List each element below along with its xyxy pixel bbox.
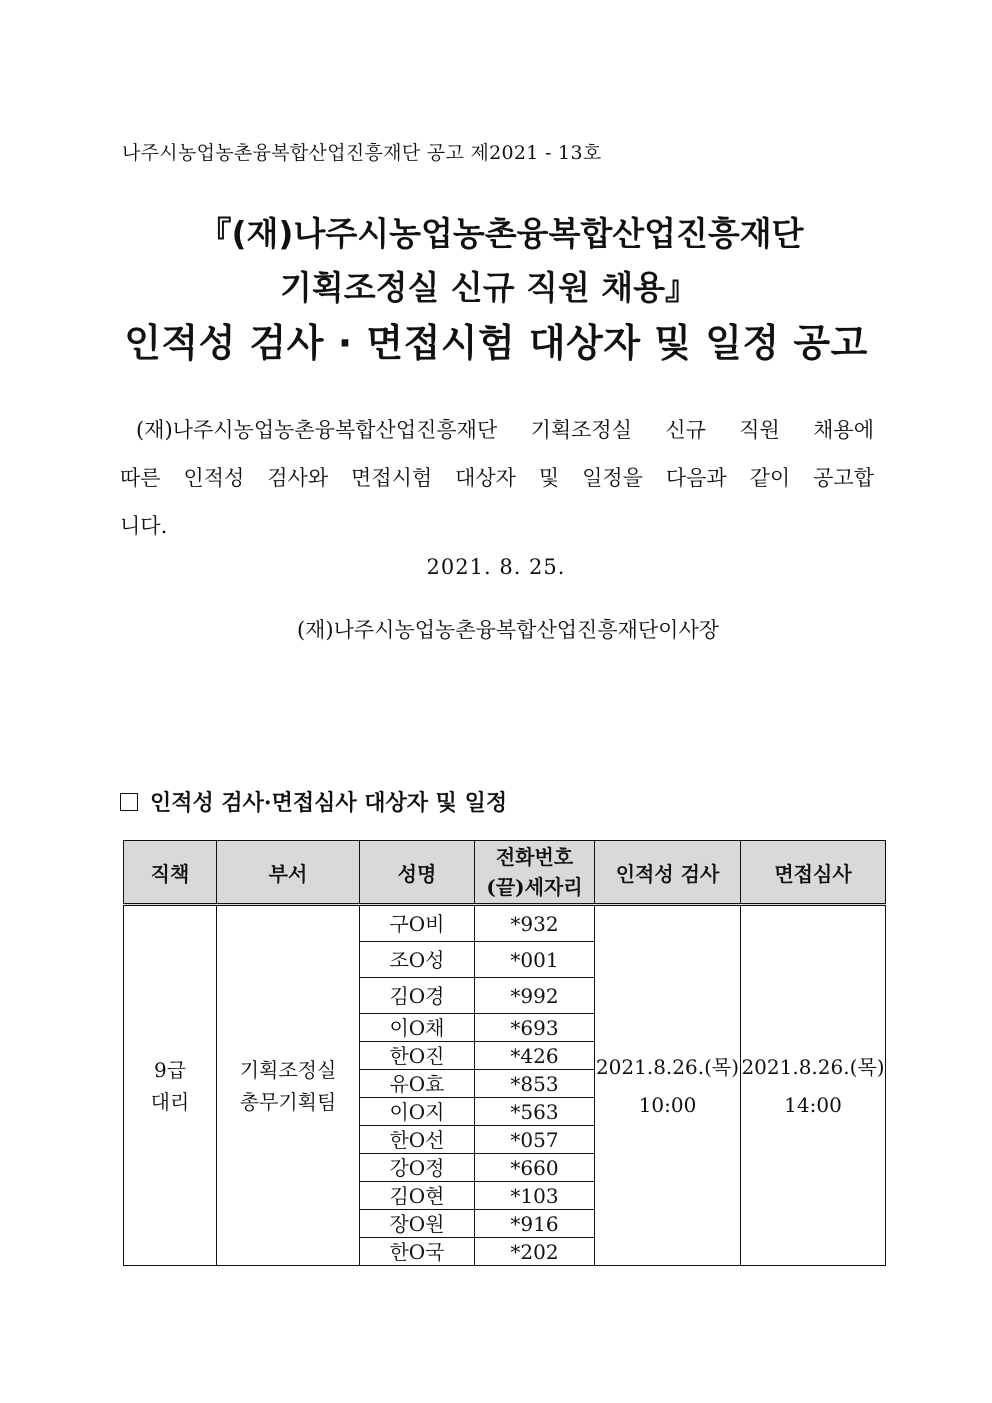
announcement-body [120, 406, 874, 550]
aptitude-date: 2021.8.26.(목) [595, 1054, 740, 1079]
candidate-name: 김O경 [360, 978, 475, 1014]
candidate-phone: *001 [475, 942, 595, 978]
header-phone-line-2: (끝)세자리 [486, 875, 583, 899]
candidate-name: 유O효 [360, 1070, 475, 1098]
candidate-phone: *057 [475, 1126, 595, 1154]
candidate-name: 한O진 [360, 1042, 475, 1070]
interview-date: 2021.8.26.(목) [741, 1054, 885, 1079]
interview-schedule-cell [741, 905, 886, 1266]
candidate-name: 구O비 [360, 905, 475, 942]
candidate-name: 한O국 [360, 1238, 475, 1266]
candidate-name: 이O지 [360, 1098, 475, 1126]
rank-line-1: 9급 [153, 1057, 187, 1082]
aptitude-schedule-cell [595, 905, 741, 1266]
interview-time: 14:00 [784, 1092, 842, 1117]
candidate-name: 이O채 [360, 1014, 475, 1042]
body-line-1: (재)나주시농업농촌융복합산업진흥재단 기획조정실 신규 직원 채용에 [136, 418, 874, 442]
candidate-phone: *853 [475, 1070, 595, 1098]
dept-line-2: 총무기획팀 [239, 1089, 337, 1114]
header-phone [475, 841, 595, 905]
candidate-name: 김O현 [360, 1182, 475, 1210]
issuing-organization: (재)나주시농업농촌융복합산업진흥재단이사장 [296, 618, 720, 642]
rank-line-2: 대리 [150, 1089, 190, 1114]
title-line-2: 기획조정실 신규 직원 채용』 [279, 268, 699, 307]
candidate-phone: *660 [475, 1154, 595, 1182]
announcement-date: 2021. 8. 25. [426, 555, 566, 579]
checkbox-square-icon [120, 793, 138, 811]
aptitude-time: 10:00 [638, 1092, 697, 1117]
header-aptitude: 인적성 검사 [595, 841, 741, 905]
candidate-phone: *563 [475, 1098, 595, 1126]
notice-number: 나주시농업농촌융복합산업진흥재단 공고 제2021 - 13호 [122, 142, 602, 164]
candidate-phone: *932 [475, 905, 595, 942]
candidate-phone: *103 [475, 1182, 595, 1210]
section-heading-text: 인적성 검사·면접심사 대상자 및 일정 [150, 790, 508, 816]
candidate-phone: *202 [475, 1238, 595, 1266]
candidate-name: 조O성 [360, 942, 475, 978]
candidate-name: 한O선 [360, 1126, 475, 1154]
candidate-phone: *693 [475, 1014, 595, 1042]
table-row [124, 905, 886, 942]
body-line-2: 따른 인적성 검사와 면접시험 대상자 및 일정을 다음과 같이 공고합 [120, 466, 874, 490]
body-line-3: 니다. [120, 514, 168, 538]
dept-line-1: 기획조정실 [239, 1057, 337, 1082]
header-name: 성명 [360, 841, 475, 905]
section-heading [120, 786, 507, 817]
candidate-phone: *916 [475, 1210, 595, 1238]
header-dept: 부서 [217, 841, 360, 905]
title-line-3: 인적성 검사 · 면접시험 대상자 및 일정 공고 [124, 321, 868, 365]
rank-cell [124, 905, 217, 1266]
header-phone-line-1: 전화번호 [495, 845, 574, 869]
schedule-table [123, 840, 886, 1266]
candidate-name: 장O원 [360, 1210, 475, 1238]
header-interview: 면접심사 [741, 841, 886, 905]
title-line-1: 『(재)나주시농업농촌융복합산업진흥재단 [198, 214, 804, 253]
header-rank: 직책 [124, 841, 217, 905]
candidate-phone: *426 [475, 1042, 595, 1070]
candidate-name: 강O정 [360, 1154, 475, 1182]
candidate-phone: *992 [475, 978, 595, 1014]
table-header-row [124, 841, 886, 905]
dept-cell [217, 905, 360, 1266]
